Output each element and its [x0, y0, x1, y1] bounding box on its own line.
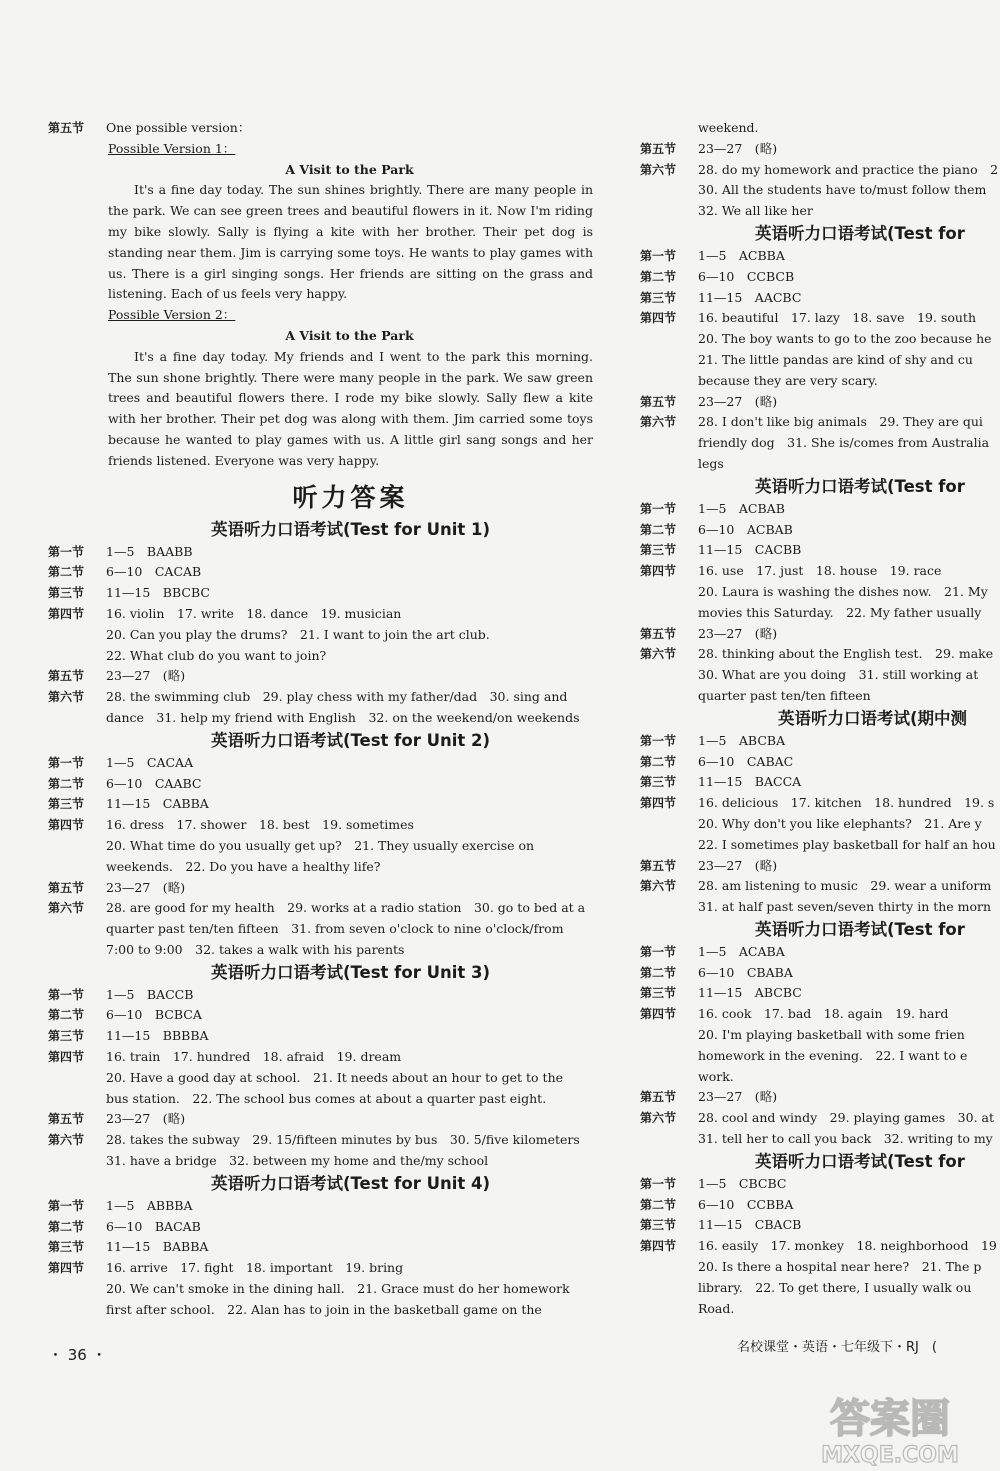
answer-continuation: 30. What are you doing 31. still working at — [698, 667, 979, 683]
row-label: 第五节 — [640, 626, 677, 641]
answer-continuation: 7:00 to 9:00 32. takes a walk with his parents — [106, 941, 405, 957]
row-label: 第三节 — [48, 1240, 85, 1255]
answer-row — [640, 772, 1000, 793]
row-text: 6—10 CCBBA — [698, 1196, 794, 1212]
row-label: 第五节 — [48, 880, 85, 895]
row-label: 第三节 — [640, 543, 677, 558]
answer-continuation: dance 31. help my friend with English 32. on the weekend/on weekends — [106, 709, 580, 725]
row-label: 第一节 — [48, 1198, 85, 1213]
unit-4-title: 英语听力口语考试(Test for Unit 4) — [210, 1173, 491, 1193]
answer-row — [640, 288, 1000, 309]
answers-heading: 听力答案 — [292, 482, 409, 512]
row-text: 23—27 (略) — [698, 1089, 778, 1105]
row-label: 第三节 — [640, 1218, 677, 1233]
row-label: 第五节 — [640, 394, 677, 409]
row-text: 23—27 (略) — [698, 625, 778, 641]
answer-continuation: 22. I sometimes play basketball for half an hou — [698, 836, 996, 852]
right-column — [640, 118, 1000, 1319]
answer-continuation: legs — [698, 455, 724, 471]
row-text: 6—10 BACAB — [106, 1218, 201, 1234]
row-label: 第六节 — [640, 879, 677, 894]
answer-continuation: 20. Laura is washing the dishes now. 21. My — [698, 583, 988, 599]
answer-row — [640, 267, 1000, 288]
unit-5-title: 英语听力口语考试(Test for — [755, 223, 965, 243]
answer-row — [48, 1237, 593, 1258]
answer-row — [48, 878, 593, 899]
row-text: 6—10 CBABA — [698, 964, 793, 980]
row-text: 1—5 ACABA — [698, 943, 785, 959]
row-text: 11—15 ABCBC — [698, 985, 802, 1001]
row-label: 第五节 — [48, 669, 85, 684]
version-2-body: It's a fine day today. My friends and I went to the park this morning. The sun shone brightly. There were many people in the park. We saw green trees and beautiful flowers there. I rode my bike slowly. Sally flew a kite with her brother. Their pet dog was along with them. Jim carried some toys because he wanted to play games with us. A little girl sang songs and her friends listened. Everyone was very happy. — [108, 348, 593, 468]
row-text: 16. arrive 17. fight 18. important 19. bring — [106, 1260, 404, 1276]
answer-row — [640, 1174, 1000, 1195]
watermark-logo — [790, 1386, 990, 1468]
answer-continuation: Road. — [698, 1300, 735, 1316]
answer-row — [640, 1195, 1000, 1216]
row-text: 23—27 (略) — [106, 1111, 186, 1127]
version-2-label: Possible Version 2： — [108, 307, 236, 323]
row-text: 11—15 CABBA — [106, 796, 209, 812]
row-label: 第三节 — [640, 775, 677, 790]
answer-row — [48, 562, 593, 583]
answer-continuation: 20. Is there a hospital near here? 21. The p — [698, 1259, 982, 1275]
row-text: 6—10 BCBCA — [106, 1007, 202, 1023]
answer-continuation: weekends. 22. Do you have a healthy life? — [106, 858, 381, 874]
row-text: 1—5 CBCBC — [698, 1175, 787, 1191]
answer-row — [640, 963, 1000, 984]
row-label: 第五节 — [640, 1090, 677, 1105]
row-text: 16. use 17. just 18. house 19. race — [698, 563, 942, 579]
answer-continuation: 20. What time do you usually get up? 21. They usually exercise on — [106, 837, 535, 853]
answer-row — [640, 412, 1000, 433]
row-text: 16. delicious 17. kitchen 18. hundred 19. s — [698, 795, 995, 811]
row-text: 11—15 BBCBC — [106, 585, 210, 601]
row-text: 28. am listening to music 29. wear a uniform — [698, 878, 992, 894]
row-label: 第六节 — [640, 415, 677, 430]
row-label: 第五节 — [640, 858, 677, 873]
row-label: 第五节 — [48, 1112, 85, 1127]
row-label: 第四节 — [48, 606, 85, 621]
version-2-title: A Visit to the Park — [285, 327, 414, 343]
row-text: 28. are good for my health 29. works at a radio station 30. go to bed at a — [106, 900, 586, 916]
row-text: 1—5 ACBAB — [698, 500, 785, 516]
answer-row — [48, 687, 593, 708]
answer-row — [640, 856, 1000, 877]
answer-continuation: first after school. 22. Alan has to join in the basketball game on the — [106, 1301, 542, 1317]
row-label: 第六节 — [48, 1133, 85, 1148]
row-text: 1—5 BAABB — [106, 543, 193, 559]
answer-row — [640, 499, 1000, 520]
row-label: 第六节 — [640, 647, 677, 662]
row-label: 第二节 — [640, 965, 677, 980]
row-text: 23—27 (略) — [698, 393, 778, 409]
answer-continuation: work. — [698, 1068, 734, 1084]
answer-row — [48, 985, 593, 1006]
answer-continuation: homework in the evening. 22. I want to e — [698, 1047, 968, 1063]
row-text: 16. easily 17. monkey 18. neighborhood 19 — [698, 1238, 997, 1254]
answer-continuation: weekend. — [698, 120, 759, 135]
row-label: 第三节 — [48, 586, 85, 601]
row-text: 28. do my homework and practice the piano 2 — [698, 161, 999, 177]
section-text: One possible version： — [106, 120, 251, 135]
answer-continuation: 20. I'm playing basketball with some frien — [698, 1027, 965, 1043]
answer-row — [640, 1236, 1000, 1257]
answer-row — [48, 1047, 593, 1068]
answer-row — [48, 1130, 593, 1151]
row-label: 第四节 — [48, 1261, 85, 1276]
row-label: 第三节 — [640, 290, 677, 305]
answer-row — [48, 815, 593, 836]
row-label: 第六节 — [48, 690, 85, 705]
answer-continuation: library. 22. To get there, I usually walk ou — [698, 1279, 972, 1295]
midterm-title: 英语听力口语考试(期中测 — [778, 708, 968, 728]
answer-row — [48, 542, 593, 563]
row-label: 第二节 — [640, 522, 677, 537]
answer-row — [48, 794, 593, 815]
answer-row — [640, 1108, 1000, 1129]
row-text: 28. cool and windy 29. playing games 30. at — [698, 1110, 995, 1126]
row-text: 6—10 ACBAB — [698, 521, 793, 537]
answer-row — [640, 540, 1000, 561]
answer-row — [48, 666, 593, 687]
answer-row — [640, 793, 1000, 814]
row-text: 16. violin 17. write 18. dance 19. musician — [106, 605, 402, 621]
unit-2-title: 英语听力口语考试(Test for Unit 2) — [210, 730, 491, 750]
row-text: 16. beautiful 17. lazy 18. save 19. south — [698, 310, 976, 326]
answer-row — [48, 1005, 593, 1026]
answer-continuation: movies this Saturday. 22. My father usually — [698, 604, 982, 620]
row-text: 1—5 ACBBA — [698, 247, 785, 263]
answer-row — [640, 160, 1000, 181]
answer-row — [640, 983, 1000, 1004]
row-label: 第四节 — [48, 1050, 85, 1065]
row-label: 第三节 — [48, 797, 85, 812]
row-label: 第一节 — [48, 987, 85, 1002]
version-1-body: It's a fine day today. The sun shines brightly. There are many people in the park. We can see green trees and beautiful flowers in it. Now I'm riding my bike slowly. Sally is flying a kite with her brother. Their pet dog is standing near them. Jim is carrying some toys. He wants to play games with us. There is a girl singing songs. Her friends are sitting on the grass and listening. Each of us feels very happy. — [108, 182, 593, 302]
section-label: 第五节 — [48, 121, 85, 135]
row-text: 6—10 CABAC — [698, 753, 794, 769]
answer-row — [640, 644, 1000, 665]
answer-row — [640, 1215, 1000, 1236]
answer-row — [48, 898, 593, 919]
row-label: 第二节 — [48, 565, 85, 580]
answer-row — [640, 731, 1000, 752]
answer-continuation: bus station. 22. The school bus comes at about a quarter past eight. — [106, 1090, 547, 1106]
row-label: 第二节 — [48, 776, 85, 791]
answer-row — [640, 942, 1000, 963]
row-label: 第四节 — [640, 796, 677, 811]
answer-row — [640, 520, 1000, 541]
answer-continuation: 20. Can you play the drums? 21. I want to join the art club. — [106, 626, 490, 642]
row-label: 第五节 — [640, 141, 677, 156]
row-text: 1—5 ABBBA — [106, 1197, 193, 1213]
row-text: 28. the swimming club 29. play chess with my father/dad 30. sing and — [106, 689, 568, 705]
answer-continuation: quarter past ten/ten fifteen 31. from seven o'clock to nine o'clock/from — [106, 921, 564, 937]
row-label: 第一节 — [640, 248, 677, 263]
footer-text: 名校课堂・英语・七年级下・RJ ( — [737, 1340, 937, 1355]
row-label: 第四节 — [48, 818, 85, 833]
row-label: 第二节 — [48, 1219, 85, 1234]
answer-row — [48, 1196, 593, 1217]
answer-row — [48, 1217, 593, 1238]
row-label: 第一节 — [640, 501, 677, 516]
answer-row — [640, 752, 1000, 773]
row-text: 6—10 CCBCB — [698, 268, 795, 284]
answer-continuation: because they are very scary. — [698, 372, 878, 388]
answer-row — [48, 774, 593, 795]
row-text: 28. takes the subway 29. 15/fifteen minutes by bus 30. 5/five kilometers — [106, 1132, 580, 1148]
row-text: 11—15 CACBB — [698, 542, 802, 558]
row-label: 第二节 — [640, 754, 677, 769]
answer-row — [640, 561, 1000, 582]
answer-row — [640, 308, 1000, 329]
row-label: 第一节 — [48, 544, 85, 559]
unit-7-title: 英语听力口语考试(Test for — [755, 919, 965, 939]
answer-continuation: 31. at half past seven/seven thirty in the morn — [698, 899, 992, 915]
answer-row — [48, 1258, 593, 1279]
unit-8-title: 英语听力口语考试(Test for — [755, 1151, 965, 1171]
answer-row — [640, 624, 1000, 645]
page-number: ・ 36 ・ — [48, 1346, 107, 1364]
answer-row — [48, 583, 593, 604]
row-text: 23—27 (略) — [698, 140, 778, 156]
answer-row — [640, 876, 1000, 897]
row-text: 16. train 17. hundred 18. afraid 19. dream — [106, 1049, 402, 1065]
answer-row — [640, 139, 1000, 160]
row-label: 第四节 — [640, 1007, 677, 1022]
answer-row — [48, 753, 593, 774]
answer-continuation: 20. The boy wants to go to the zoo because he — [698, 331, 992, 347]
row-label: 第四节 — [640, 311, 677, 326]
version-1-label: Possible Version 1： — [108, 140, 236, 156]
answer-row — [640, 392, 1000, 413]
row-text: 11—15 BBBBA — [106, 1028, 209, 1044]
row-text: 1—5 BACCB — [106, 986, 194, 1002]
row-label: 第三节 — [640, 986, 677, 1001]
answer-continuation: 20. Have a good day at school. 21. It needs about an hour to get to the — [106, 1069, 564, 1085]
row-text: 11—15 BABBA — [106, 1239, 209, 1255]
unit-1-title: 英语听力口语考试(Test for Unit 1) — [210, 519, 491, 539]
answer-continuation: quarter past ten/ten fifteen — [698, 687, 871, 703]
row-text: 23—27 (略) — [106, 879, 186, 895]
row-text: 11—15 BACCA — [698, 774, 802, 790]
row-label: 第一节 — [48, 755, 85, 770]
answer-row — [48, 1026, 593, 1047]
row-label: 第二节 — [640, 269, 677, 284]
section-5-row — [48, 118, 593, 139]
row-label: 第一节 — [640, 733, 677, 748]
row-text: 23—27 (略) — [698, 857, 778, 873]
answer-continuation: friendly dog 31. She is/comes from Australia — [698, 435, 990, 451]
row-text: 28. thinking about the English test. 29. make — [698, 646, 994, 662]
row-label: 第一节 — [640, 1176, 677, 1191]
answer-continuation: 31. tell her to call you back 32. writing to my — [698, 1131, 993, 1147]
row-text: 6—10 CACAB — [106, 564, 202, 580]
answer-row — [48, 1109, 593, 1130]
row-text: 6—10 CAABC — [106, 775, 202, 791]
answer-row — [640, 1087, 1000, 1108]
row-text: 16. dress 17. shower 18. best 19. sometimes — [106, 817, 414, 833]
row-text: 11—15 CBACB — [698, 1217, 802, 1233]
unit-3-title: 英语听力口语考试(Test for Unit 3) — [210, 962, 491, 982]
row-label: 第四节 — [640, 564, 677, 579]
row-text: 28. I don't like big animals 29. They are qui — [698, 414, 983, 430]
row-label: 第六节 — [48, 901, 85, 916]
answer-continuation: 32. We all like her — [698, 203, 813, 219]
version-1-title: A Visit to the Park — [285, 161, 414, 177]
left-column — [48, 118, 593, 1321]
answer-row — [640, 246, 1000, 267]
row-label: 第六节 — [640, 162, 677, 177]
row-label: 第二节 — [48, 1008, 85, 1023]
watermark-url: MXQE.COM — [821, 1443, 959, 1468]
answer-continuation: 20. We can't smoke in the dining hall. 21. Grace must do her homework — [106, 1281, 570, 1297]
unit-6-title: 英语听力口语考试(Test for — [755, 476, 965, 496]
answer-continuation: 20. Why don't you like elephants? 21. Are y — [698, 815, 982, 831]
answer-continuation: 21. The little pandas are kind of shy and cu — [698, 351, 973, 367]
watermark-chinese: 答案圈 — [830, 1396, 950, 1442]
row-text: 1—5 CACAA — [106, 754, 194, 770]
answer-continuation: 30. All the students have to/must follow them — [698, 182, 987, 198]
row-label: 第三节 — [48, 1029, 85, 1044]
answer-row — [640, 1004, 1000, 1025]
row-text: 16. cook 17. bad 18. again 19. hard — [698, 1006, 949, 1022]
answer-row — [48, 604, 593, 625]
answer-continuation: 22. What club do you want to join? — [106, 647, 327, 663]
row-label: 第一节 — [640, 944, 677, 959]
row-text: 23—27 (略) — [106, 668, 186, 684]
answer-continuation: 31. have a bridge 32. between my home and the/my school — [106, 1153, 489, 1169]
row-label: 第六节 — [640, 1111, 677, 1126]
row-label: 第二节 — [640, 1197, 677, 1212]
row-text: 11—15 AACBC — [698, 289, 802, 305]
row-text: 1—5 ABCBA — [698, 732, 786, 748]
row-label: 第四节 — [640, 1239, 677, 1254]
